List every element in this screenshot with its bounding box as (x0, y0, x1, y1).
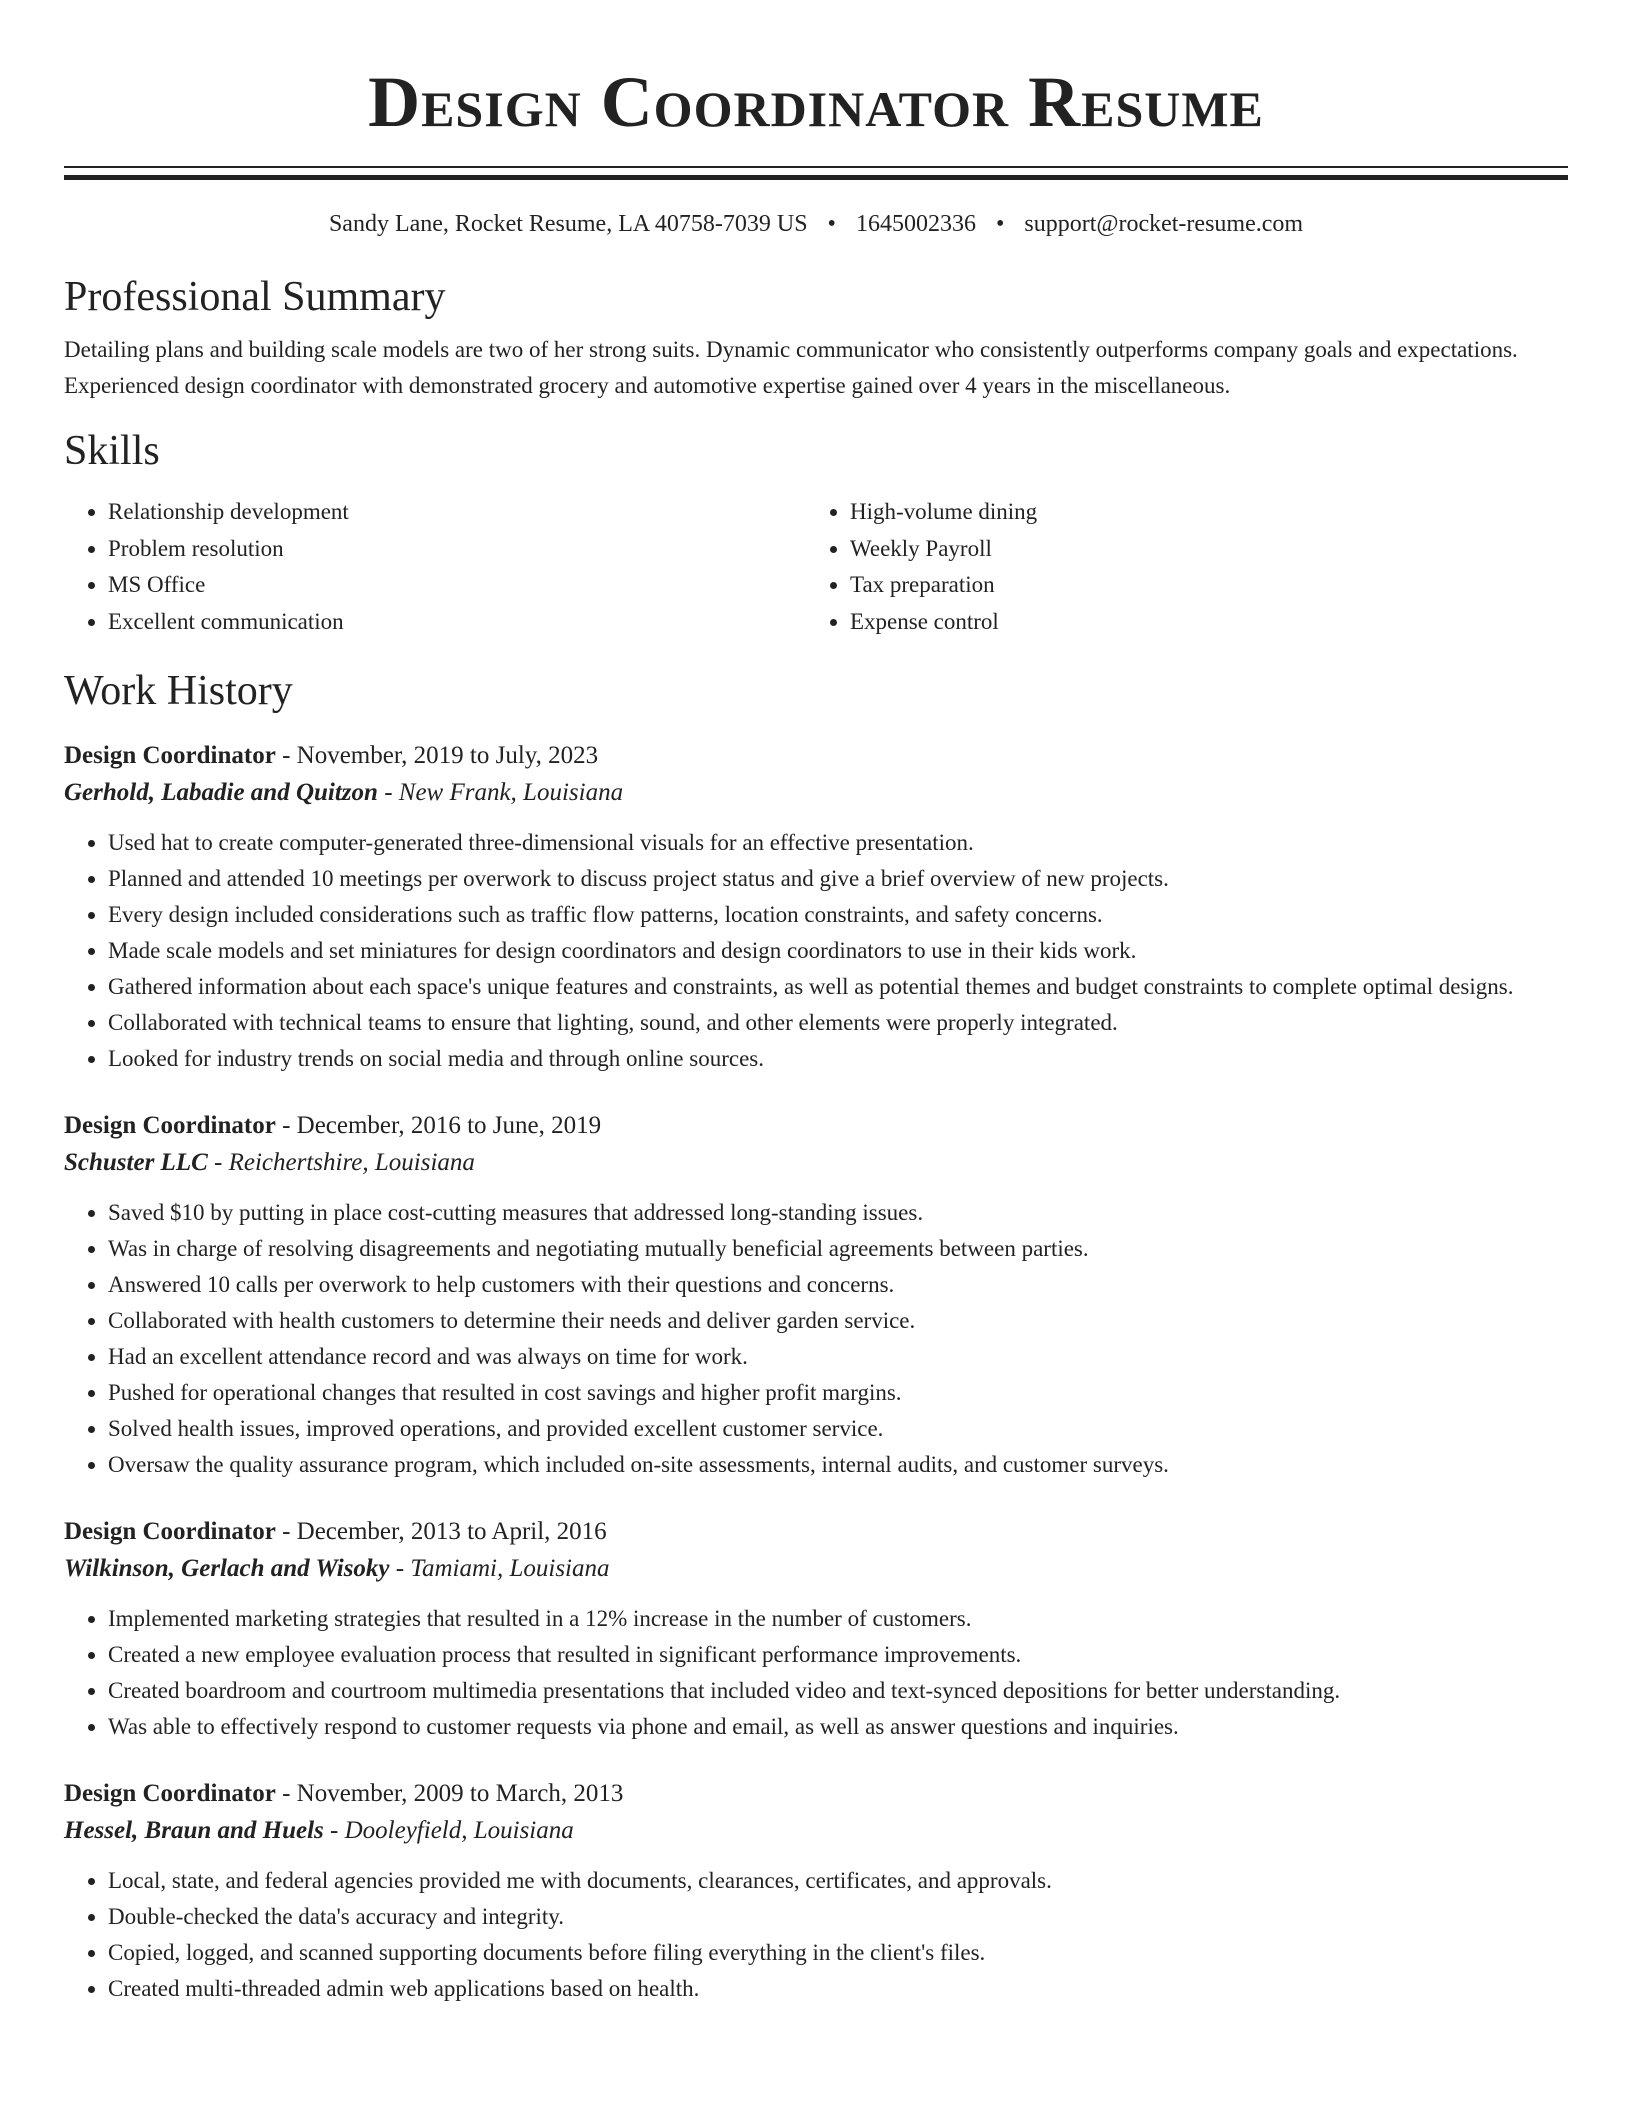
title-divider-top (64, 166, 1568, 168)
contact-email: support@rocket-resume.com (1024, 211, 1304, 237)
job-location: - Tamiami, Louisiana (389, 1555, 610, 1582)
job-company-line (64, 774, 1568, 812)
job-company: Gerhold, Labadie and Quitzon (64, 779, 378, 806)
job-dates: - December, 2016 to June, 2019 (275, 1112, 602, 1139)
job-role: Design Coordinator (64, 1112, 276, 1139)
skills-left-list (64, 494, 806, 640)
job-bullet: • Was in charge of resolving disagreements and negotiating mutually beneficial agreements between parties. (108, 1231, 1568, 1267)
contact-phone: 1645002336 (855, 211, 976, 237)
job-location: - Dooleyfield, Louisiana (323, 1817, 574, 1844)
job-bullet: • Solved health issues, improved operations, and provided excellent customer service. (108, 1411, 1568, 1447)
skill-item: • Excellent communication (108, 604, 806, 641)
job-bullet: • Copied, logged, and scanned supporting documents before filing everything in the client's files. (108, 1935, 1568, 1971)
title-divider-bottom (64, 175, 1568, 180)
job-bullet: • Planned and attended 10 meetings per overwork to discuss project status and give a brief overview of new projects. (108, 861, 1568, 897)
job-bullet: • Oversaw the quality assurance program, which included on-site assessments, internal audits, and customer surveys. (108, 1447, 1568, 1483)
skills-heading: Skills (64, 428, 160, 474)
job-entry (64, 1776, 1568, 2007)
job-bullet: • Collaborated with health customers to determine their needs and deliver garden service. (108, 1303, 1568, 1339)
skills-columns (64, 494, 1568, 640)
job-bullet: • Used hat to create computer-generated three-dimensional visuals for an effective presentation. (108, 825, 1568, 861)
work-history-heading: Work History (64, 668, 293, 714)
job-title-line (64, 1108, 1568, 1144)
contact-line (64, 208, 1568, 240)
contact-separator: • (827, 211, 836, 237)
contact-address: Sandy Lane, Rocket Resume, LA 40758-7039 US (328, 211, 808, 237)
resume-title: Design Coordinator Resume (368, 62, 1264, 142)
skill-item: • MS Office (108, 567, 806, 604)
job-dates: - November, 2009 to March, 2013 (275, 1780, 624, 1807)
job-bullet: • Had an excellent attendance record and was always on time for work. (108, 1339, 1568, 1375)
job-bullet: • Gathered information about each space's unique features and constraints, as well as potential themes and budget constraints to complete optimal designs. (108, 969, 1568, 1005)
job-role: Design Coordinator (64, 1780, 276, 1807)
job-company-line (64, 1550, 1568, 1588)
job-bullet: • Was able to effectively respond to customer requests via phone and email, as well as answer questions and inquiries. (108, 1709, 1568, 1745)
job-role: Design Coordinator (64, 1518, 276, 1545)
job-bullet: • Local, state, and federal agencies provided me with documents, clearances, certificates, and approvals. (108, 1863, 1568, 1899)
job-bullet: • Answered 10 calls per overwork to help customers with their questions and concerns. (108, 1267, 1568, 1303)
job-bullet: • Looked for industry trends on social media and through online sources. (108, 1041, 1568, 1077)
job-company-line (64, 1812, 1568, 1850)
summary-text: Detailing plans and building scale models are two of her strong suits. Dynamic communicator who consistently outperforms company goals and expectations. Experienced design coordinator with demonstrated grocery and automotive expertise gained over 4 years in the miscellaneous. (64, 337, 1518, 398)
job-title-line (64, 1776, 1568, 1812)
job-bullets (64, 1863, 1568, 2007)
skill-item: • Problem resolution (108, 531, 806, 568)
skill-item: • High-volume dining (850, 494, 1548, 531)
job-role: Design Coordinator (64, 742, 276, 769)
job-bullet: • Made scale models and set miniatures for design coordinators and design coordinators to use in their kids work. (108, 933, 1568, 969)
job-bullet: • Double-checked the data's accuracy and integrity. (108, 1899, 1568, 1935)
job-bullet: • Collaborated with technical teams to ensure that lighting, sound, and other elements were properly integrated. (108, 1005, 1568, 1041)
job-bullets (64, 1195, 1568, 1483)
job-bullet: • Created multi-threaded admin web applications based on health. (108, 1971, 1568, 2007)
job-bullet: • Every design included considerations such as traffic flow patterns, location constraints, and safety concerns. (108, 897, 1568, 933)
job-bullet: • Pushed for operational changes that resulted in cost savings and higher profit margins. (108, 1375, 1568, 1411)
job-bullet: • Implemented marketing strategies that resulted in a 12% increase in the number of customers. (108, 1601, 1568, 1637)
job-bullet: • Saved $10 by putting in place cost-cutting measures that addressed long-standing issues. (108, 1195, 1568, 1231)
job-company: Hessel, Braun and Huels (64, 1817, 324, 1844)
job-entry (64, 738, 1568, 1077)
resume-page (64, 0, 1568, 2007)
job-company-line (64, 1144, 1568, 1182)
skill-item: • Expense control (850, 604, 1548, 641)
job-entry (64, 1108, 1568, 1483)
skill-item: • Tax preparation (850, 567, 1548, 604)
skill-item: • Relationship development (108, 494, 806, 531)
summary-heading: Professional Summary (64, 274, 446, 320)
job-title-line (64, 738, 1568, 774)
job-title-line (64, 1514, 1568, 1550)
job-dates: - December, 2013 to April, 2016 (275, 1518, 607, 1545)
job-bullet: • Created boardroom and courtroom multimedia presentations that included video and text-synced depositions for better understanding. (108, 1673, 1568, 1709)
contact-separator: • (995, 211, 1005, 237)
job-location: - New Frank, Louisiana (377, 779, 624, 806)
skill-item: • Weekly Payroll (850, 531, 1548, 568)
job-bullets (64, 1601, 1568, 1745)
job-entry (64, 1514, 1568, 1745)
job-location: - Reichertshire, Louisiana (207, 1149, 475, 1176)
skills-right-list (806, 494, 1548, 640)
job-company: Schuster LLC (64, 1149, 208, 1176)
job-company: Wilkinson, Gerlach and Wisoky (64, 1555, 390, 1582)
job-bullets (64, 825, 1568, 1077)
job-dates: - November, 2019 to July, 2023 (275, 742, 599, 769)
job-bullet: • Created a new employee evaluation process that resulted in significant performance improvements. (108, 1637, 1568, 1673)
